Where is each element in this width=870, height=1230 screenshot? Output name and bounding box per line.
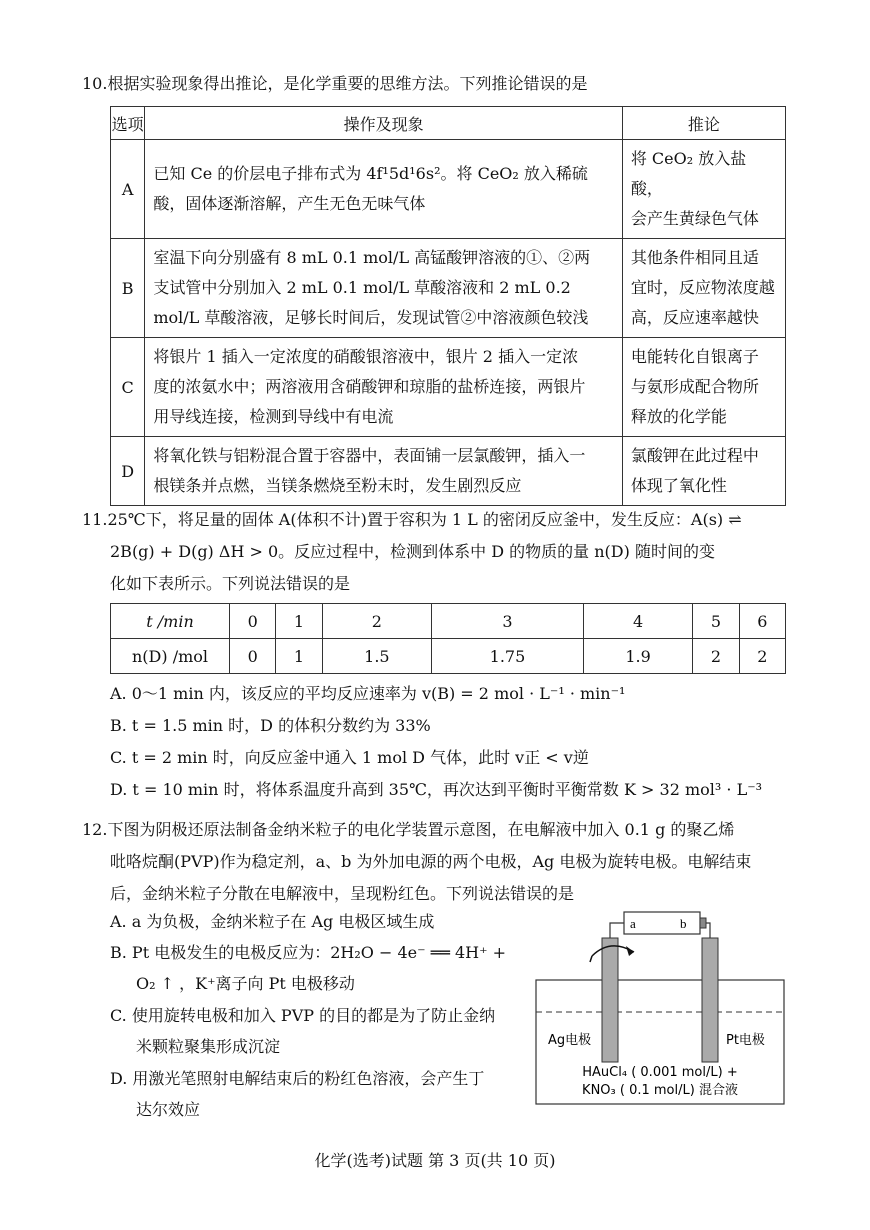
n-value: 0	[230, 639, 276, 674]
cell-line: 会产生黄绿色气体	[630, 209, 759, 228]
cell-line: 其他条件相同且适	[630, 248, 759, 267]
pt-electrode	[702, 938, 718, 1062]
q12-stem-line3: 后，金纳米粒子分散在电解液中，呈现粉红色。下列说法错误的是	[110, 884, 575, 903]
q11-option-a: A. 0～1 min 内，该反应的平均反应速率为 v(B) = 2 mol · L⁻¹ · min⁻¹	[110, 684, 626, 703]
cell-line: 将银片 1 插入一定浓度的硝酸银溶液中，银片 2 插入一定浓	[153, 347, 579, 366]
cell-line: 已知 Ce 的价层电子排布式为 4f¹5d¹6s²。将 CeO₂ 放入稀硫	[153, 164, 588, 183]
q12-option-b-cont: O₂ ↑ ，K⁺离子向 Pt 电极移动	[136, 974, 355, 993]
cell-line: 室温下向分别盛有 8 mL 0.1 mol/L 高锰酸钾溶液的①、②两	[153, 248, 591, 267]
row-operation	[145, 338, 622, 437]
cell-line: 用导线连接，检测到导线中有电流	[153, 407, 394, 426]
row-inference	[622, 338, 785, 437]
table-header-row	[111, 107, 786, 140]
solution-label-line1: HAuCl₄ ( 0.001 mol/L) +	[582, 1065, 738, 1080]
cell-line: 酸，固体逐渐溶解，产生无色无味气体	[153, 194, 426, 213]
cell-line: 释放的化学能	[630, 407, 727, 426]
cell-line: mol/L 草酸溶液，足够长时间后，发现试管②中溶液颜色较浅	[153, 308, 589, 327]
q12-option-c-cont: 米颗粒聚集形成沉淀	[136, 1037, 281, 1056]
n-value: 2	[739, 639, 785, 674]
cell-line: 氯酸钾在此过程中	[630, 446, 759, 465]
wire-left	[610, 923, 624, 938]
row-operation	[145, 437, 622, 506]
t-value: 1	[276, 604, 322, 639]
row-inference	[622, 140, 785, 239]
n-value: 1.9	[583, 639, 693, 674]
q11-option-c: C. t = 2 min 时，向反应釜中通入 1 mol D 气体，此时 v正 < v逆	[110, 748, 589, 767]
terminal-a-label: a	[630, 916, 636, 931]
t-value: 2	[322, 604, 432, 639]
row-option: C	[111, 338, 145, 437]
row-operation	[145, 239, 622, 338]
terminal-b-label: b	[680, 916, 687, 931]
q11-stem-line3: 化如下表所示。下列说法错误的是	[110, 574, 351, 593]
q12-option-d-cont: 达尔效应	[136, 1100, 201, 1119]
ag-electrode	[602, 938, 618, 1062]
row-inference	[622, 239, 785, 338]
cell-line: 电能转化自银离子	[630, 347, 759, 366]
cell-line: 宜时，反应物浓度越	[630, 278, 775, 297]
q12-option-b: B. Pt 电极发生的电极反应为：2H₂O − 4e⁻ ══ 4H⁺ +	[110, 943, 507, 962]
table-row	[111, 239, 786, 338]
table-row	[111, 604, 786, 639]
t-value: 3	[432, 604, 584, 639]
q12-option-d: D. 用激光笔照射电解结束后的粉红色溶液，会产生丁	[110, 1069, 485, 1088]
q11-option-b: B. t = 1.5 min 时，D 的体积分数约为 33%	[110, 716, 431, 735]
n-value: 1.5	[322, 639, 432, 674]
n-value: 1	[276, 639, 322, 674]
q11-stem-line1: 11.25℃下，将足量的固体 A(体积不计)置于容积为 1 L 的密闭反应釜中，发生反应：A(s) ⇌	[82, 510, 742, 529]
pt-electrode-label: Pt电极	[726, 1033, 765, 1048]
page-footer: 化学(选考)试题 第 3 页(共 10 页)	[314, 1151, 556, 1170]
solution-label-line2: KNO₃ ( 0.1 mol/L) 混合液	[582, 1083, 738, 1098]
ag-electrode-label: Ag电极	[548, 1033, 592, 1048]
header-operation: 操作及现象	[145, 107, 622, 140]
q11-stem-line2: 2B(g) + D(g) ΔH > 0。反应过程中，检测到体系中 D 的物质的量 n(D) 随时间的变	[110, 542, 715, 561]
row-operation	[145, 140, 622, 239]
q11-option-d: D. t = 10 min 时，将体系温度升高到 35℃，再次达到平衡时平衡常数 K > 32 mol³ · L⁻³	[110, 780, 763, 799]
cell-line: 将 CeO₂ 放入盐酸，	[630, 149, 747, 198]
q11-table	[110, 603, 786, 674]
electrolysis-diagram	[534, 908, 786, 1108]
header-option: 选项	[111, 107, 145, 140]
cell-line: 支试管中分别加入 2 mL 0.1 mol/L 草酸溶液和 2 mL 0.2	[153, 278, 571, 297]
cell-line: 根镁条并点燃，当镁条燃烧至粉末时，发生剧烈反应	[153, 476, 522, 495]
t-label: t /min	[111, 604, 230, 639]
t-value: 4	[583, 604, 693, 639]
cell-line: 将氧化铁与铝粉混合置于容器中，表面铺一层氯酸钾，插入一	[153, 446, 586, 465]
t-value: 0	[230, 604, 276, 639]
table-row	[111, 338, 786, 437]
t-value: 6	[739, 604, 785, 639]
cell-line: 与氨形成配合物所	[630, 377, 759, 396]
n-value: 1.75	[432, 639, 584, 674]
q10-stem: 10.根据实验现象得出推论，是化学重要的思维方法。下列推论错误的是	[82, 74, 588, 93]
table-row	[111, 639, 786, 674]
row-inference	[622, 437, 785, 506]
rotation-arrow-tail	[590, 956, 592, 962]
cell-line: 高，反应速率越快	[630, 308, 759, 327]
q12-stem-line2: 吡咯烷酮(PVP)作为稳定剂，a、b 为外加电源的两个电极，Ag 电极为旋转电极。电解结束	[110, 852, 752, 871]
wire-right	[706, 923, 710, 938]
row-option: B	[111, 239, 145, 338]
row-option: A	[111, 140, 145, 239]
n-value: 2	[693, 639, 739, 674]
q12-option-c: C. 使用旋转电极和加入 PVP 的目的都是为了防止金纳	[110, 1006, 496, 1025]
cell-line: 度的浓氨水中；两溶液用含硝酸钾和琼脂的盐桥连接，两银片	[153, 377, 586, 396]
table-row	[111, 140, 786, 239]
table-row	[111, 437, 786, 506]
n-label: n(D) /mol	[111, 639, 230, 674]
q10-table	[110, 106, 786, 506]
power-source-terminal	[700, 918, 706, 928]
row-option: D	[111, 437, 145, 506]
q12-option-a: A. a 为负极，金纳米粒子在 Ag 电极区域生成	[110, 912, 435, 931]
header-inference: 推论	[622, 107, 785, 140]
cell-line: 体现了氧化性	[630, 476, 727, 495]
q12-stem-line1: 12.下图为阴极还原法制备金纳米粒子的电化学装置示意图，在电解液中加入 0.1 g 的聚乙烯	[82, 820, 735, 839]
t-value: 5	[693, 604, 739, 639]
